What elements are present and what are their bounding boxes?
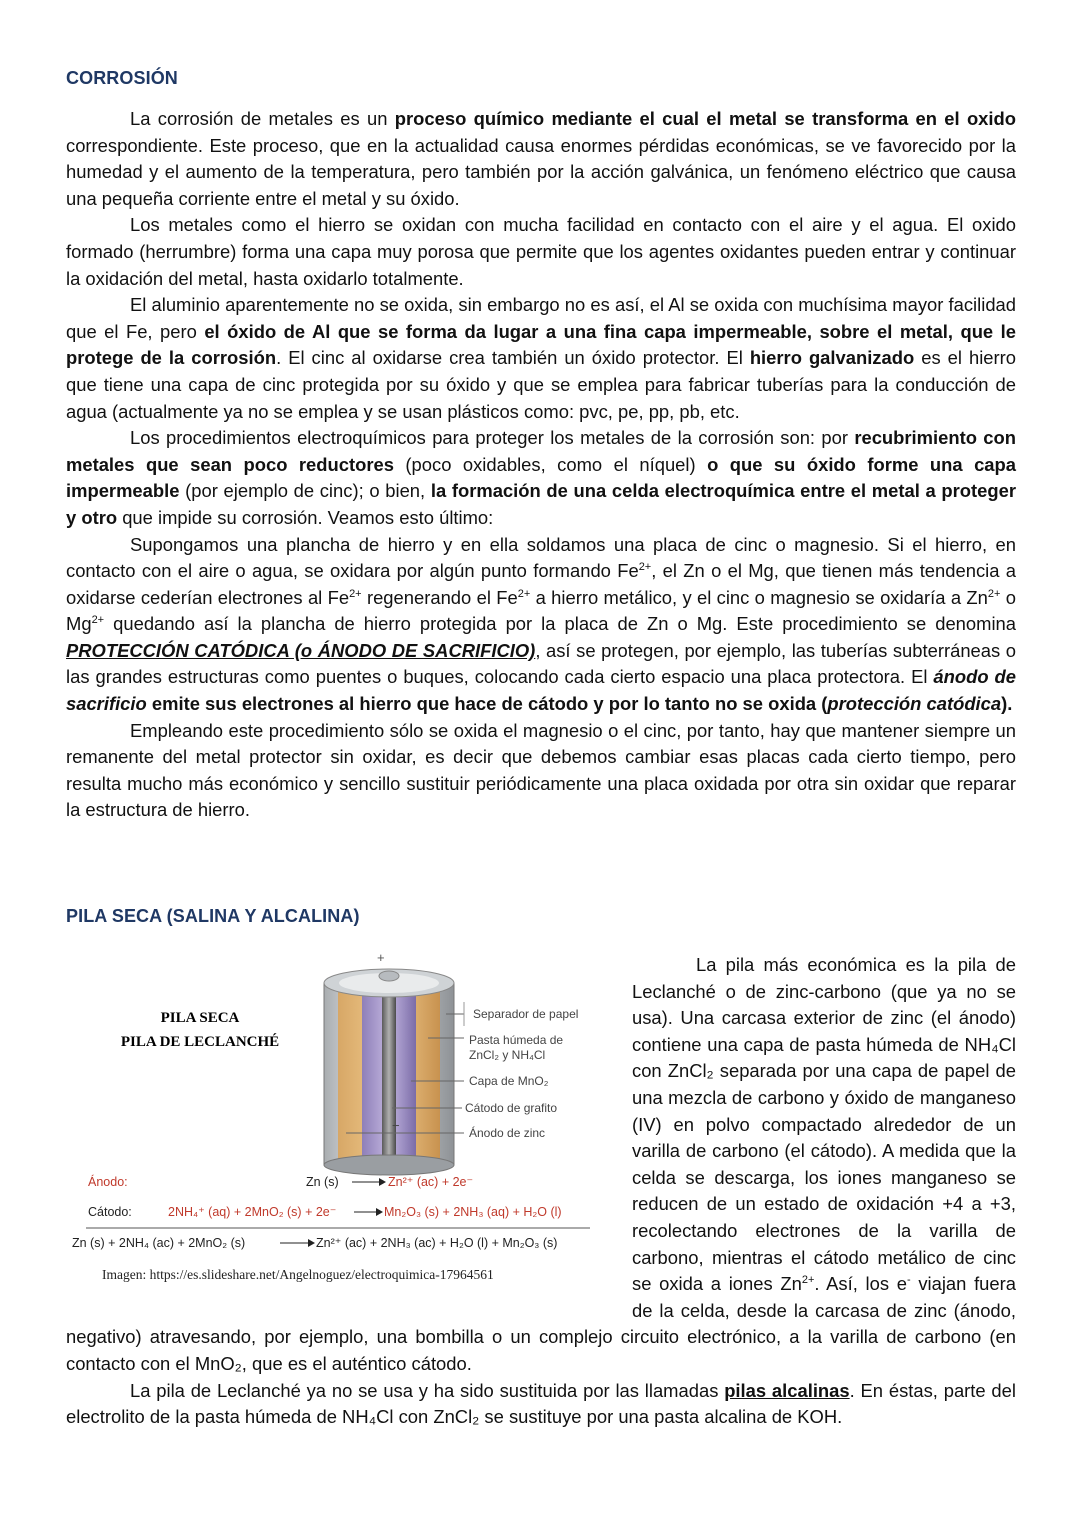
plus-terminal-label: + <box>377 950 385 965</box>
reaction-equations <box>72 1174 590 1250</box>
paragraph: La pila de Leclanché ya no se usa y ha sido sustituida por las llamadas pilas alcalinas. En éstas, parte del electrolito de la pasta húmeda de NH₄Cl con ZnCl₂ se sustituye por una pasta alcalina de KOH. <box>66 1379 1016 1428</box>
label-catodo-grafito: Cátodo de grafito <box>465 1101 558 1115</box>
label-pasta-1: Pasta húmeda de <box>469 1033 564 1047</box>
paragraph: El aluminio aparentemente no se oxida, sin embargo no es así, el Al se oxida con muchísima mayor facilidad que el Fe, pero el óxido de Al que se forma da lugar a una fina capa impermeable, sobre el metal, que le protege de la corrosión. El cinc al oxidarse crea también un óxido protector. El hierro galvanizado es el hierro que tiene una capa de cinc protegida por su óxido y que se emplea para fabricar tuberías para la conducción de agua (actualmente ya no se emplea y se usan plásticos como: pvc, pe, pp, pb, etc. <box>66 294 1016 422</box>
battery-illustration <box>324 950 454 1175</box>
eq-total-right: Zn²⁺ (ac) + 2NH₃ (ac) + H₂O (l) + Mn₂O₃ (s) <box>316 1236 558 1250</box>
section-heading-pila-seca: PILA SECA (SALINA Y ALCALINA) <box>66 906 360 926</box>
label-pasta-2: ZnCl₂ y NH₄Cl <box>469 1048 546 1062</box>
figure-title-2: PILA DE LECLANCHÉ <box>120 1034 280 1050</box>
eq-cathode-left: 2NH₄⁺ (aq) + 2MnO₂ (s) + 2e⁻ <box>168 1205 337 1219</box>
paragraph: Los procedimientos electroquímicos para proteger los metales de la corrosión son: por recubrimiento con metales que sean poco reductores (poco oxidables, como el níquel) o que su óxido forme una capa impermeable (por ejemplo de cinc); o bien, la formación de una celda electroquímica entre el metal a proteger y otro que impide su corrosión. Veamos esto último: <box>66 427 1017 528</box>
eq-anode-label: Ánodo: <box>88 1175 128 1189</box>
eq-anode-right: Zn²⁺ (ac) + 2e⁻ <box>388 1175 474 1189</box>
eq-anode-left: Zn (s) <box>306 1175 339 1189</box>
paragraph: Supongamos una plancha de hierro y en ella soldamos una placa de cinc o magnesio. Si el hierro, en contacto con el aire o agua, se oxidara por algún punto formando $Fe^{2+}$, el Zn o el Mg, que tienen más tendencia a oxidarse cederían electrones al $Fe^{2+}$ regenerando el $Fe^{2+}$ a hierro metálico, y el cinc o magnesio se oxidaría a $Zn^{2+}$ o $Mg^{2+}$ quedando así la plancha de hierro protegida por la placa de Zn o Mg. Este procedimiento se denomina PROTECCIÓN CATÓDICA (o ÁNODO DE SACRIFICIO), así se protegen, por ejemplo, las tuberías subterráneas o las grandes estructuras como puentes o buques, colocando cada cierto espacio una placa protectora. El ánodo de sacrificio emite sus electrones al hierro que hace de cátodo y por lo tanto no se oxida (protección catódica). <box>66 533 1017 715</box>
figure-caption: Imagen: https://es.slideshare.net/Angelnoguez/electroquimica-17964561 <box>102 1267 494 1282</box>
eq-cathode-label: Cátodo: <box>88 1205 132 1219</box>
label-mno2: Capa de MnO₂ <box>469 1074 549 1088</box>
label-separador: Separador de papel <box>473 1007 579 1021</box>
term-pilas-alcalinas: pilas alcalinas <box>724 1379 850 1401</box>
eq-total-left: Zn (s) + 2NH₄ (ac) + 2MnO₂ (s) <box>72 1236 246 1250</box>
eq-cathode-right: Mn₂O₃ (s) + 2NH₃ (aq) + H₂O (l) <box>384 1205 562 1219</box>
paragraph: Los metales como el hierro se oxidan con mucha facilidad en contacto con el aire y el agua. El oxido formado (herrumbre) forma una capa muy porosa que permite que los agentes oxidantes pueden entrar y continuar la oxidación del metal, hasta oxidarlo totalmente. <box>66 214 1016 289</box>
label-anodo-zinc: Ánodo de zinc <box>469 1126 546 1140</box>
paragraph: La pila más económica es la pila de Leclanché o de zinc-carbono (que ya no se usa). Una carcasa exterior de zinc (el ánodo) contiene una capa de pasta húmeda de NH₄Cl con ZnCl₂ separada por una capa de papel de una mezcla de carbono y óxido de manganeso (IV) en polvo compactado alrededor de un varilla de carbono (el cátodo). A medida que la celda se descarga, los iones manganeso se reducen de un estado de oxidación +4 a +3, recolectando electrones de la varilla de carbono, mientras el cátodo metálico de cinc se oxida a iones $Zn^{2+}$. Así, los e- viajan fuera de la celda, desde la carcasa de zinc (ánodo, negativo) atravesando, por ejemplo, una bombilla o un complejo circuito electrónico, a la varilla de carbono (en contacto con el MnO₂, que es el auténtico cátodo. <box>66 954 1016 1374</box>
term-proteccion-catodica: PROTECCIÓN CATÓDICA (o ÁNODO DE SACRIFICIO) <box>66 639 536 661</box>
dry-cell-figure <box>66 948 606 1293</box>
figure-title-1: PILA SECA <box>160 1010 240 1026</box>
paragraph: La corrosión de metales es un proceso químico mediante el cual el metal se transforma en el oxido correspondiente. Este proceso, que en la actualidad causa enormes pérdidas económicas, se ve favorecido por la humedad y el aumento de la temperatura, pero también por la acción galvánica, un fenómeno eléctrico que causa una pequeña corriente entre el metal y su óxido. <box>66 108 1016 209</box>
section-heading-corrosion: CORROSIÓN <box>66 68 178 88</box>
paragraph: Empleando este procedimiento sólo se oxida el magnesio o el cinc, por tanto, hay que mantener siempre un remanente del metal protector sin oxidar, es decir que debemos cambiar esas placas cada cierto tiempo, pero resulta mucho más económico y sencillo sustituir periódicamente una placa oxidada por otra sin oxidar que reparar la estructura de hierro. <box>66 719 1016 821</box>
corrosion-body <box>66 106 1016 824</box>
svg-text:−: − <box>392 1118 400 1133</box>
